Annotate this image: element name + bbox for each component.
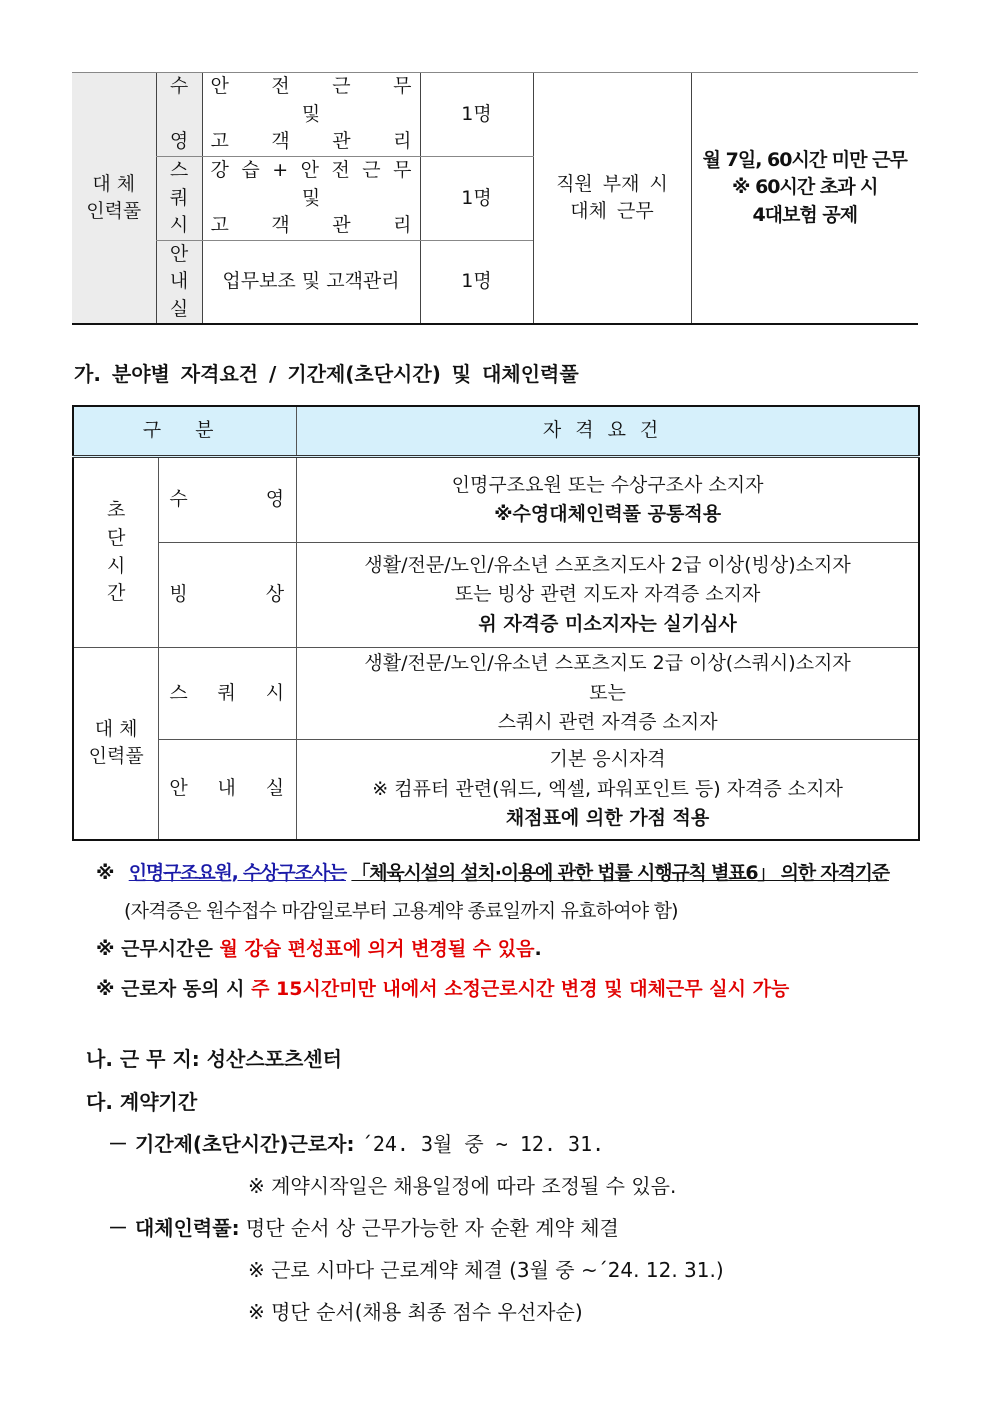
- field-swim: [159, 457, 297, 543]
- field-char: 영: [265, 488, 285, 511]
- note-work-hours-suffix: .: [534, 938, 542, 960]
- subfield-info-desk: [156, 240, 202, 324]
- note-consent-prefix: ※ 근로자 동의 시: [96, 978, 245, 1000]
- contract-title: 다. 계약기간: [86, 1090, 198, 1114]
- requirement-info-desk: [297, 740, 919, 840]
- group-label-line2: 인력풀: [86, 200, 142, 223]
- role-line2: 대체 근무: [570, 200, 654, 223]
- condition-cell: [691, 73, 918, 325]
- count-swim: 1명: [420, 73, 533, 157]
- task-char: 리: [393, 130, 412, 153]
- field-char: 내: [217, 777, 236, 800]
- group-label-cell: [72, 73, 156, 325]
- group-substitute-pool: [73, 648, 159, 840]
- field-ice: [159, 543, 297, 648]
- requirement-line: 또는: [589, 681, 626, 704]
- task-info-desk: 업무보조 및 고객관리: [202, 240, 420, 324]
- role-line1: 직원 부재 시: [556, 172, 668, 195]
- section-heading: 가. 분야별 자격요건 / 기간제(초단시간) 및 대체인력풀: [74, 362, 579, 386]
- subfield-squash: [156, 157, 202, 241]
- task-char: 전: [331, 159, 350, 181]
- group-label-line1: 대 체: [92, 172, 136, 195]
- condition-line3: 4대보험 공제: [752, 203, 858, 226]
- field-char: 안: [169, 777, 188, 800]
- task-char: +: [272, 159, 289, 181]
- note-certification-highlight: 인명구조요원, 수상구조사는: [128, 862, 346, 884]
- group-char: 간: [106, 582, 126, 605]
- task-char: 객: [271, 130, 290, 153]
- task-line: 및: [301, 186, 321, 209]
- count-squash: 1명: [420, 157, 533, 241]
- qualification-table: [72, 405, 920, 841]
- subfield-swim: [156, 73, 202, 157]
- field-char: 시: [265, 681, 285, 704]
- contract-item2-label: － 대체인력풀:: [108, 1216, 240, 1240]
- note-consent-highlight: 주 15시간미만 내에서 소정근로시간 변경 및 대체근무 실시 가능: [251, 978, 790, 1000]
- task-char: 무: [393, 159, 412, 181]
- role-cell: [533, 73, 691, 325]
- task-char: 무: [393, 75, 412, 98]
- requirement-line: 또는 빙상 관련 지도자 자격증 소지자: [454, 583, 761, 606]
- note-certification-sub: (자격증은 원수접수 마감일로부터 고용계약 종료일까지 유효하여야 함): [124, 900, 678, 922]
- task-squash: [202, 157, 420, 241]
- contract-item-fixed-term: [108, 1128, 604, 1157]
- requirement-line: 기본 응시자격: [549, 748, 666, 771]
- group-line1: 대 체: [94, 717, 138, 740]
- group-char: 초: [106, 499, 126, 522]
- field-squash: [159, 648, 297, 740]
- condition-line2: ※ 60시간 초과 시: [731, 176, 878, 199]
- note-certification-law: 「체육시설의 설치·이용에 관한 법률 시행규칙 별표6」 의한 자격기준: [351, 862, 889, 884]
- field-char: 실: [265, 777, 285, 800]
- note-work-hours: [96, 934, 542, 961]
- task-char: 강: [210, 159, 229, 181]
- contract-item2-note2: ※ 명단 순서(채용 최종 점수 우선자순): [248, 1300, 583, 1324]
- task-char: 안: [210, 75, 229, 98]
- contract-item2-note1: ※ 근로 시마다 근로계약 체결 (3월 중 ~´24. 12. 31.): [248, 1258, 724, 1282]
- note-consent: [96, 974, 789, 1001]
- note-work-hours-prefix: ※ 근무시간은: [96, 938, 213, 960]
- task-char: 관: [332, 130, 351, 153]
- task-char: 관: [332, 214, 351, 237]
- header-requirements: 자격요건: [297, 406, 919, 457]
- subfield-char: 쿼: [169, 186, 189, 209]
- header-division: 구 분: [73, 406, 297, 457]
- task-line: 및: [301, 102, 321, 125]
- subfield-char: 영: [169, 130, 189, 153]
- field-char: 쿼: [217, 681, 236, 704]
- group-short-time: [73, 457, 159, 648]
- field-char: 스: [169, 681, 188, 704]
- task-char: 고: [210, 214, 229, 237]
- subfield-char: 스: [169, 159, 189, 181]
- requirement-ice: [297, 543, 919, 648]
- field-char: 수: [169, 488, 188, 511]
- requirement-line: 생활/전문/노인/유소년 스포츠지도 2급 이상(스쿼시)소지자: [364, 652, 851, 675]
- count-info-desk: 1명: [420, 240, 533, 324]
- subfield-char: 내: [169, 270, 189, 293]
- task-swim: [202, 73, 420, 157]
- note-certification: [96, 858, 889, 885]
- field-char: 상: [265, 583, 285, 606]
- workplace-label: 나. 근 무 지:: [86, 1047, 200, 1071]
- group-line2: 인력풀: [88, 745, 144, 768]
- task-char: 고: [210, 130, 229, 153]
- task-char: 습: [241, 159, 260, 181]
- subfield-char: 안: [169, 242, 189, 265]
- contract-item1-label: － 기간제(초단시간)근로자:: [108, 1132, 355, 1156]
- requirement-line: 생활/전문/노인/유소년 스포츠지도사 2급 이상(빙상)소지자: [364, 553, 851, 576]
- group-char: 시: [106, 554, 126, 577]
- task-char: 리: [393, 214, 412, 237]
- workplace-line: [86, 1043, 342, 1072]
- contract-item1-note: ※ 계약시작일은 채용일정에 따라 조정될 수 있음.: [248, 1174, 677, 1198]
- requirement-bold-line: 위 자격증 미소지자는 실기심사: [478, 612, 737, 635]
- task-char: 전: [271, 75, 290, 98]
- requirement-swim: [297, 457, 919, 543]
- requirement-bold-line: 채점표에 의한 가점 적용: [505, 806, 710, 829]
- task-char: 근: [362, 159, 381, 181]
- group-char: 단: [106, 526, 126, 549]
- condition-line1: 월 7일, 60시간 미만 근무: [702, 148, 907, 171]
- field-char: 빙: [169, 583, 188, 606]
- requirement-bold-line: ※수영대체인력풀 공통적용: [494, 503, 722, 525]
- note-work-hours-highlight: 월 강습 편성표에 의거 변경될 수 있음: [219, 938, 535, 960]
- workplace-value: 성산스포츠센터: [206, 1047, 342, 1071]
- requirement-squash: [297, 648, 919, 740]
- task-char: 객: [271, 214, 290, 237]
- requirement-line: 인명구조요원 또는 수상구조사 소지자: [451, 473, 764, 496]
- subfield-char: 수: [169, 75, 189, 97]
- contract-item1-value: ´24. 3월 중 ~ 12. 31.: [360, 1132, 605, 1156]
- note-mark: ※: [96, 862, 114, 884]
- requirement-line: 스쿼시 관련 자격증 소지자: [497, 711, 718, 734]
- qualification-header-row: [73, 406, 919, 457]
- contract-item-substitute: [108, 1212, 619, 1241]
- field-info-desk: [159, 740, 297, 840]
- staffing-table: [72, 72, 918, 325]
- task-char: 근: [332, 75, 351, 98]
- subfield-char: 시: [169, 214, 189, 237]
- contract-item2-value: 명단 순서 상 근무가능한 자 순환 계약 체결: [245, 1216, 619, 1240]
- task-char: 안: [300, 159, 319, 181]
- subfield-char: 실: [169, 297, 189, 320]
- requirement-line: ※ 컴퓨터 관련(워드, 엑셀, 파워포인트 등) 자격증 소지자: [372, 777, 843, 800]
